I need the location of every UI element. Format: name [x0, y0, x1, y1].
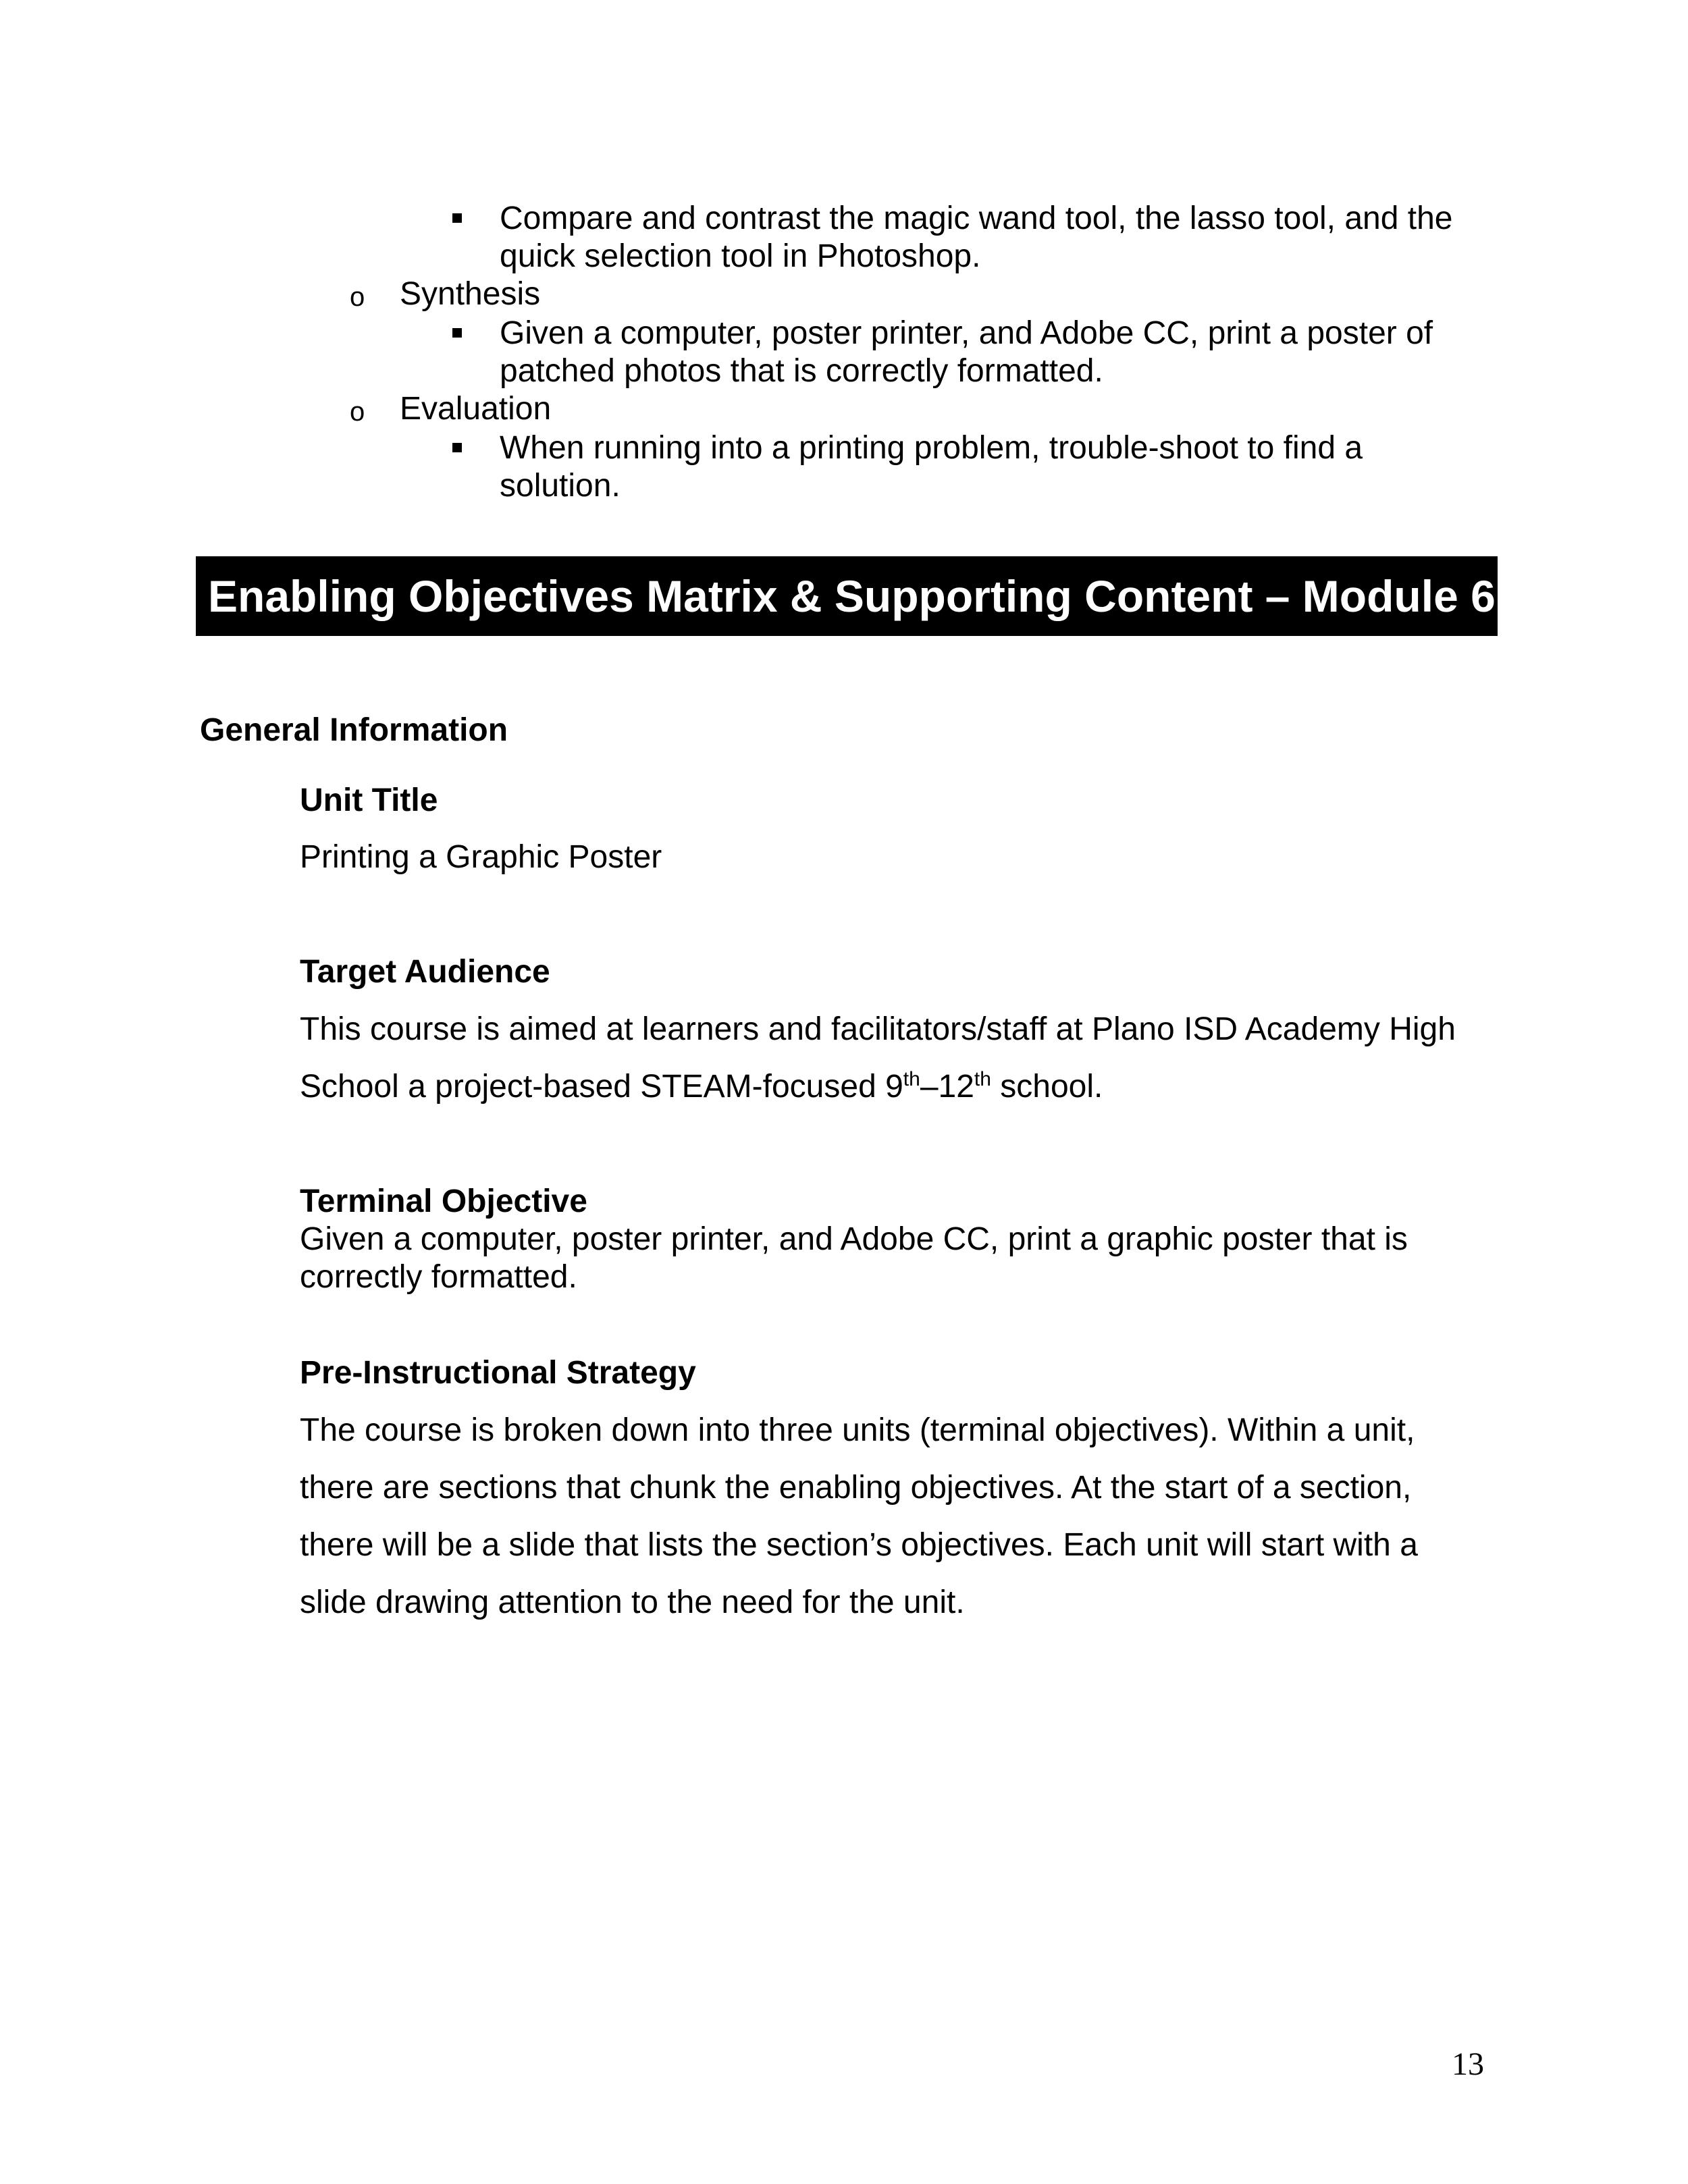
unit-title-label: Unit Title: [300, 782, 438, 818]
list-item-text: Compare and contrast the magic wand tool, the lasso tool, and the: [500, 201, 1453, 236]
ordinal-suffix: th: [974, 1068, 991, 1090]
circle-bullet-icon: o: [350, 282, 365, 312]
square-bullet-icon: [452, 328, 462, 338]
target-audience-text-part: school.: [991, 1069, 1103, 1104]
target-audience-text-part: School a project-based STEAM-focused 9: [300, 1069, 903, 1104]
terminal-objective-label: Terminal Objective: [300, 1183, 587, 1219]
list-item-label: Evaluation: [400, 391, 552, 427]
pre-instructional-text: there will be a slide that lists the section’s objectives. Each unit will start with a: [300, 1527, 1418, 1563]
square-bullet-icon: [452, 213, 462, 223]
list-item-text: quick selection tool in Photoshop.: [500, 238, 981, 274]
target-audience-text: This course is aimed at learners and facilitators/staff at Plano ISD Academy High: [300, 1011, 1456, 1047]
target-audience-text: [300, 1068, 1103, 1106]
pre-instructional-text: there are sections that chunk the enabling objectives. At the start of a section,: [300, 1470, 1412, 1506]
pre-instructional-label: Pre-Instructional Strategy: [300, 1355, 696, 1391]
target-audience-text-part: –12: [920, 1069, 974, 1104]
section-heading: General Information: [200, 712, 508, 748]
circle-bullet-icon: o: [350, 397, 365, 427]
list-item-label: Synthesis: [400, 276, 541, 312]
list-item-text: When running into a printing problem, trouble-shoot to find a: [500, 430, 1363, 466]
unit-title-value: Printing a Graphic Poster: [300, 839, 662, 875]
pre-instructional-text: slide drawing attention to the need for the unit.: [300, 1584, 965, 1620]
target-audience-label: Target Audience: [300, 954, 550, 990]
terminal-objective-text: correctly formatted.: [300, 1259, 577, 1295]
square-bullet-icon: [452, 443, 462, 452]
section-banner: Enabling Objectives Matrix & Supporting Content – Module 6: [196, 556, 1498, 636]
list-item-text: Given a computer, poster printer, and Adobe CC, print a poster of: [500, 315, 1433, 351]
page-number: 13: [1452, 2046, 1484, 2082]
pre-instructional-text: The course is broken down into three units (terminal objectives). Within a unit,: [300, 1412, 1415, 1448]
terminal-objective-text: Given a computer, poster printer, and Adobe CC, print a graphic poster that is: [300, 1221, 1408, 1257]
ordinal-suffix: th: [903, 1068, 920, 1090]
list-item-text: solution.: [500, 468, 621, 504]
list-item-text: patched photos that is correctly formatted.: [500, 353, 1103, 389]
